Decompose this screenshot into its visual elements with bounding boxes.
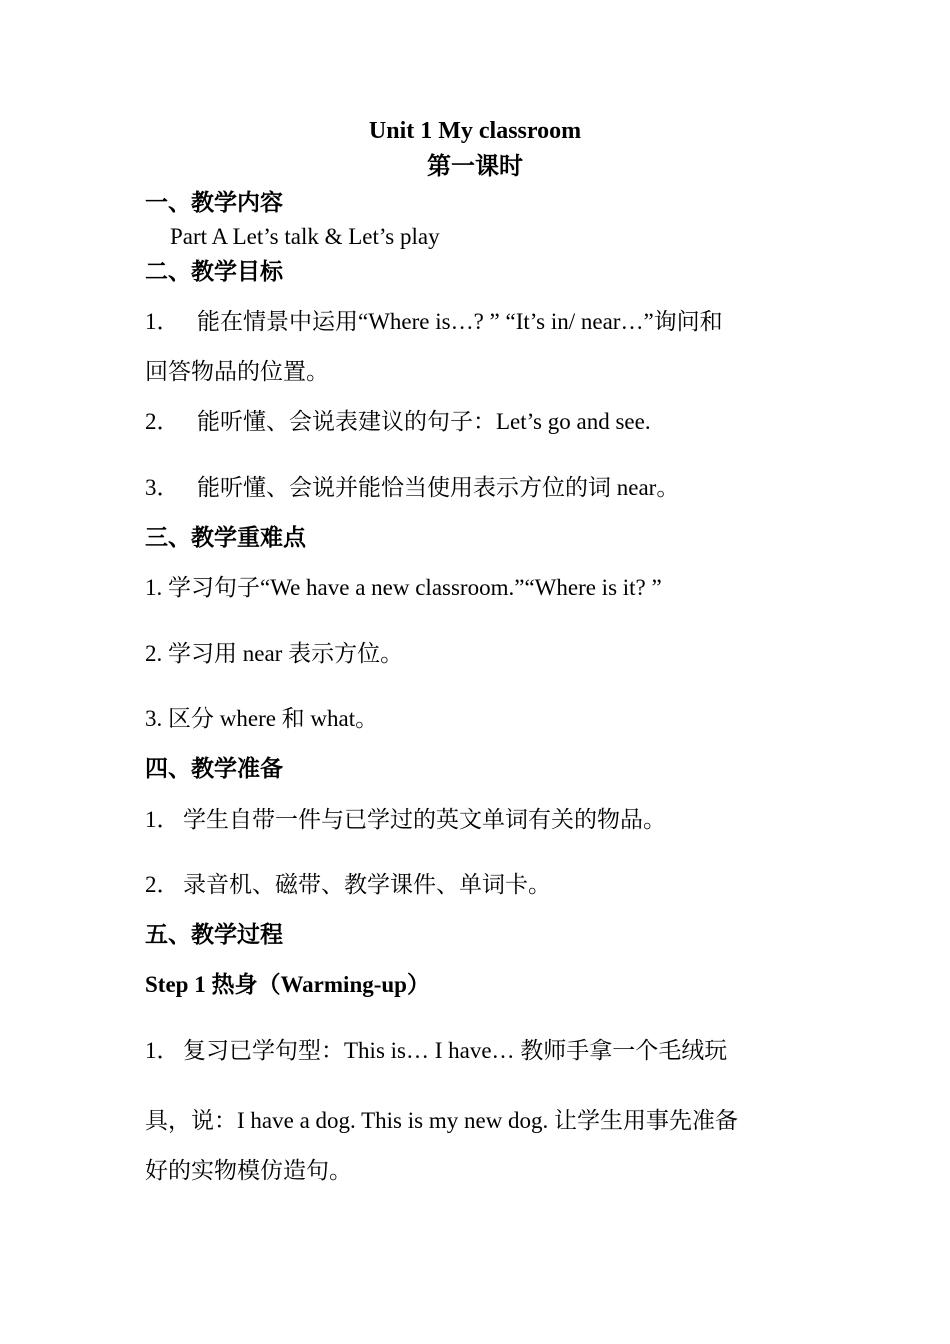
objective-item-1-continued: 回答物品的位置。 [145,359,329,384]
document-title: Unit 1 My classroom [368,118,582,144]
key-point-item: 1. 学习句子“We have a new classroom.”“Where is it? ” [145,575,662,600]
section-heading-key-points: 三、教学重难点 [145,525,306,550]
preparation-text: 录音机、磁带、教学课件、单词卡。 [183,872,551,897]
preparation-item [145,870,551,900]
preparation-item [145,805,666,835]
section-heading-objectives: 二、教学目标 [145,259,283,284]
objective-number: 3． [145,475,180,500]
objective-number: 1． [145,309,180,334]
step-item-line-continued: 好的实物模仿造句。 [145,1158,352,1183]
objective-text: 能听懂、会说并能恰当使用表示方位的词 near。 [197,475,680,500]
step-item-line-continued: 具，说：I have a dog. This is my new dog. 让学生用事先准备 [145,1108,739,1133]
section-content-text: Part A Let’s talk & Let’s play [170,224,440,249]
objective-number: 2． [145,409,180,434]
step-item-number: 1． [145,1038,180,1063]
objective-item-2 [145,407,651,437]
step-item-text: 复习已学句型：This is… I have… 教师手拿一个毛绒玩 [183,1038,728,1063]
key-point-item: 2. 学习用 near 表示方位。 [145,641,404,666]
preparation-number: 2． [145,872,180,897]
section-heading-preparation: 四、教学准备 [145,756,283,781]
step-item-line [145,1036,727,1066]
preparation-text: 学生自带一件与已学过的英文单词有关的物品。 [183,807,666,832]
document-subtitle: 第一课时 [427,154,523,180]
objective-item-1 [145,307,723,337]
objective-text: 能听懂、会说表建议的句子：Let’s go and see. [197,409,651,434]
key-point-item: 3. 区分 where 和 what。 [145,706,379,731]
step-heading: Step 1 热身（Warming-up） [145,972,430,997]
preparation-number: 1． [145,807,180,832]
objective-text: 能在情景中运用“Where is…? ” “It’s in/ near…”询问和 [197,309,723,334]
section-heading-process: 五、教学过程 [145,922,283,947]
objective-item-3 [145,473,679,503]
section-heading-content: 一、教学内容 [145,190,283,215]
